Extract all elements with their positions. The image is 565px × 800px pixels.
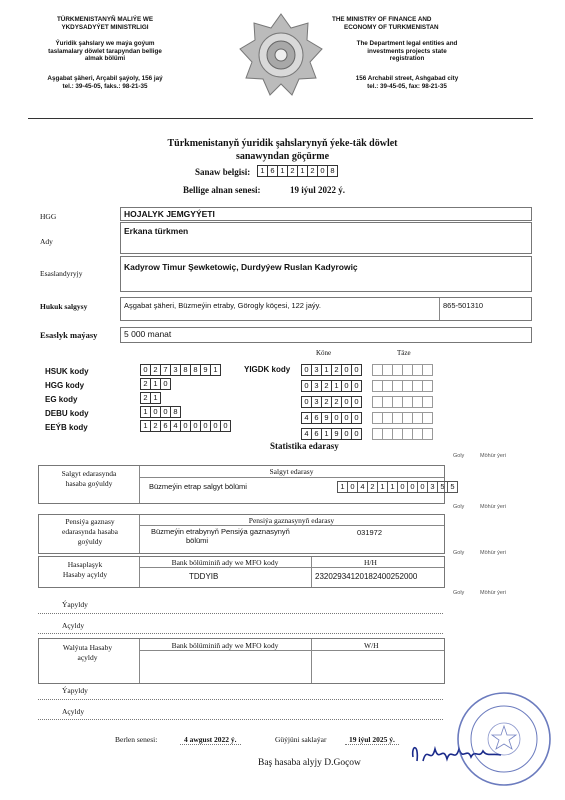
code-digit: 8 bbox=[190, 364, 201, 376]
left-subtitle bbox=[30, 40, 180, 64]
pensiya-code: 031972 bbox=[357, 528, 383, 537]
code-digit: 1 bbox=[150, 392, 161, 404]
right-addr-line: 156 Archabil street, Ashgabad city bbox=[355, 75, 459, 83]
code-digit: 1 bbox=[321, 428, 332, 440]
hgg-box bbox=[120, 207, 532, 221]
right-subtitle bbox=[332, 40, 482, 64]
code-digit: 9 bbox=[321, 412, 332, 424]
left-header bbox=[30, 16, 180, 91]
code-digit: 4 bbox=[301, 412, 312, 424]
code-digit: 9 bbox=[331, 428, 342, 440]
mohur-label: Möhür ýeri bbox=[480, 504, 506, 510]
mayasy-value: 5 000 manat bbox=[124, 329, 172, 339]
hukuk-box bbox=[120, 297, 532, 321]
code-digit: 0 bbox=[190, 420, 201, 432]
left-title-line: YKDYSADYÝET MINISTRLIGI bbox=[61, 23, 149, 31]
code-digit: 0 bbox=[220, 420, 231, 432]
yigdk-codes bbox=[301, 364, 432, 444]
left-sub-line: Ýuridik şahslary we maýa goýum bbox=[55, 39, 155, 47]
walyuta-left-line: açyldy bbox=[77, 652, 98, 662]
code-digit: 0 bbox=[341, 428, 352, 440]
code-labels bbox=[45, 365, 89, 435]
guyji-value: 19 iýul 2025 ý. bbox=[345, 735, 399, 745]
reg-date-label: Bellige alnan senesi: bbox=[183, 185, 261, 195]
code-digit: 0 bbox=[351, 380, 362, 392]
hsuk-code bbox=[140, 364, 220, 376]
salgyt-code bbox=[337, 481, 457, 493]
code-digit: 2 bbox=[140, 392, 151, 404]
code-digit: 0 bbox=[180, 420, 191, 432]
code-digit: 2 bbox=[321, 380, 332, 392]
esas-value: Kadyrow Timur Şewketowiç, Durdyýew Ruslan Kadyrowiç bbox=[124, 262, 358, 272]
code-digit: 1 bbox=[321, 364, 332, 376]
yigdk-row bbox=[301, 412, 432, 424]
code-digit: 0 bbox=[341, 396, 352, 408]
left-addr-line: Aşgabat şäheri, Arçabil şaýoly, 156 jaý bbox=[47, 75, 163, 83]
dotted-line bbox=[38, 613, 443, 614]
debu-code bbox=[140, 406, 180, 418]
code-digit: 0 bbox=[210, 420, 221, 432]
eeyb-label: EEÝB kody bbox=[45, 423, 88, 432]
code-digit: 0 bbox=[200, 420, 211, 432]
pensiya-section bbox=[38, 514, 445, 554]
code-digit: 0 bbox=[407, 481, 418, 493]
pensiya-left-line: goýuldy bbox=[77, 536, 103, 546]
pensiya-value bbox=[151, 527, 290, 545]
hasap-section bbox=[38, 556, 445, 588]
goly-label: Goly bbox=[453, 504, 465, 510]
pensiya-value-line: Büzmeýin etrabynyň Pensiýa gaznasynyň bbox=[151, 527, 290, 536]
right-title-line: ECONOMY OF TURKMENISTAN bbox=[344, 23, 439, 31]
code-digit: 6 bbox=[267, 165, 278, 177]
code-digit: 4 bbox=[170, 420, 181, 432]
empty-cell bbox=[422, 380, 433, 392]
hasap-left bbox=[45, 560, 125, 580]
reg-date-value: 19 iýul 2022 ý. bbox=[290, 185, 346, 195]
title-line: Türkmenistanyň ýuridik şahslarynyň ýeke-täk döwlet bbox=[167, 138, 398, 149]
hukuk-value: Aşgabat şäheri, Büzmeýin etraby, Görogly köçesi, 122 jaýy. bbox=[124, 301, 321, 310]
code-digit: 0 bbox=[331, 412, 342, 424]
code-digit: 0 bbox=[341, 412, 352, 424]
goly-label: Goly bbox=[453, 590, 465, 596]
walyuta-section bbox=[38, 638, 445, 684]
code-digit: 6 bbox=[160, 420, 171, 432]
right-address bbox=[332, 75, 482, 91]
wh-label: W/H bbox=[364, 641, 379, 650]
code-digit: 0 bbox=[397, 481, 408, 493]
hgg-code bbox=[140, 378, 170, 390]
code-digit: 0 bbox=[347, 481, 358, 493]
state-emblem bbox=[238, 12, 324, 98]
pensiya-left bbox=[45, 517, 135, 546]
divider bbox=[139, 525, 444, 526]
goly-label: Goly bbox=[453, 453, 465, 459]
berlen-label: Berlen senesi: bbox=[115, 735, 158, 744]
code-digit: 0 bbox=[301, 364, 312, 376]
right-sub-line: The Department legal entities and bbox=[356, 39, 458, 47]
code-digit: 4 bbox=[301, 428, 312, 440]
divider bbox=[139, 567, 444, 568]
title-line: sanawyndan göçürme bbox=[235, 151, 330, 162]
code-digit: 2 bbox=[307, 165, 318, 177]
hukuk-label: Hukuk salgysy bbox=[40, 302, 88, 311]
document-title bbox=[0, 137, 565, 163]
code-digit: 8 bbox=[170, 406, 181, 418]
right-title-line: THE MINISTRY OF FINANCE AND bbox=[332, 16, 432, 23]
code-digit: 1 bbox=[210, 364, 221, 376]
code-digit: 0 bbox=[341, 380, 352, 392]
code-digit: 3 bbox=[427, 481, 438, 493]
code-digit: 0 bbox=[160, 378, 171, 390]
code-digit: 0 bbox=[140, 364, 151, 376]
hsuk-label: HSUK kody bbox=[45, 367, 89, 376]
taze-label: Täze bbox=[397, 349, 411, 357]
code-digit: 2 bbox=[331, 364, 342, 376]
salgyt-head: Salgyt edarasy bbox=[269, 467, 314, 476]
kone-label: Köne bbox=[316, 349, 332, 357]
code-digit: 4 bbox=[357, 481, 368, 493]
code-digit: 3 bbox=[311, 364, 322, 376]
debu-label: DEBU kody bbox=[45, 409, 89, 418]
eeyb-code bbox=[140, 420, 230, 432]
code-digit: 6 bbox=[311, 428, 322, 440]
ady-label: Ady bbox=[40, 237, 53, 246]
divider bbox=[311, 639, 312, 683]
signer-name: Baş hasaba alyjy D.Goçow bbox=[258, 758, 361, 768]
hgg-value: HOJALYK JEMGYÝETI bbox=[124, 209, 215, 219]
salgyt-section bbox=[38, 465, 455, 504]
code-digit: 0 bbox=[351, 428, 362, 440]
pensiya-left-line: Pensiýa gaznasy bbox=[65, 517, 115, 526]
empty-cell bbox=[422, 412, 433, 424]
code-digit: 6 bbox=[311, 412, 322, 424]
salgyt-left-line: Salgyt edarasynda bbox=[61, 469, 117, 478]
yigdk-row bbox=[301, 396, 432, 408]
mohur-label: Möhür ýeri bbox=[480, 590, 506, 596]
code-digit: 2 bbox=[140, 378, 151, 390]
hukuk-divider bbox=[439, 298, 440, 320]
code-digit: 1 bbox=[277, 165, 288, 177]
salgyt-left bbox=[49, 469, 129, 489]
code-digit: 9 bbox=[200, 364, 211, 376]
left-title-line: TÜRKMENISTANYŇ MALIÝE WE bbox=[56, 16, 154, 23]
code-digit: 0 bbox=[341, 364, 352, 376]
code-digit: 0 bbox=[317, 165, 328, 177]
right-sub-line: registration bbox=[389, 55, 425, 63]
code-digit: 2 bbox=[367, 481, 378, 493]
code-digit: 1 bbox=[331, 380, 342, 392]
code-digit: 1 bbox=[337, 481, 348, 493]
left-title bbox=[30, 16, 180, 32]
code-digit: 3 bbox=[311, 380, 322, 392]
yapyldy-label: Ýapyldy bbox=[62, 600, 88, 609]
ady-box bbox=[120, 222, 532, 254]
code-digit: 3 bbox=[170, 364, 181, 376]
code-digit: 2 bbox=[150, 364, 161, 376]
left-sub-line: taslamalary döwlet tarapyndan bellige bbox=[48, 47, 162, 55]
code-digit: 2 bbox=[321, 396, 332, 408]
code-digit: 1 bbox=[140, 406, 151, 418]
left-sub-line: almak bölümi bbox=[84, 55, 126, 63]
code-digit: 0 bbox=[351, 412, 362, 424]
eg-code bbox=[140, 392, 160, 404]
ady-value: Erkana türkmen bbox=[124, 226, 189, 236]
code-digit: 1 bbox=[257, 165, 268, 177]
right-sub-line: investments projects state bbox=[367, 47, 447, 55]
code-digit: 7 bbox=[160, 364, 171, 376]
salgyt-left-line: hasaba goýuldy bbox=[65, 478, 113, 488]
bank-head: Bank bölüminiň ady we MFO kody bbox=[171, 558, 279, 567]
code-digit: 0 bbox=[351, 364, 362, 376]
code-digit: 2 bbox=[287, 165, 298, 177]
divider bbox=[139, 477, 444, 478]
mayasy-label: Esaslyk maýasy bbox=[40, 330, 98, 340]
walyuta-left bbox=[45, 643, 130, 663]
divider bbox=[139, 650, 444, 651]
code-digit: 5 bbox=[437, 481, 448, 493]
divider bbox=[311, 557, 312, 587]
code-digit: 0 bbox=[160, 406, 171, 418]
right-header bbox=[332, 16, 502, 91]
pensiya-value-line: bölümi bbox=[186, 536, 209, 545]
hh-value: 23202934120182400252000 bbox=[315, 572, 418, 581]
bank-head: Bank bölüminiň ady we MFO kody bbox=[171, 641, 279, 650]
code-digit: 8 bbox=[327, 165, 338, 177]
hh-label: H/H bbox=[364, 558, 377, 567]
code-digit: 0 bbox=[150, 406, 161, 418]
hasap-left-line: Hasaby açyldy bbox=[62, 569, 108, 579]
right-title bbox=[332, 16, 502, 32]
hgg-code-label: HGG kody bbox=[45, 381, 85, 390]
dotted-line bbox=[38, 699, 443, 700]
goly-label: Goly bbox=[453, 550, 465, 556]
code-digit: 2 bbox=[150, 420, 161, 432]
code-digit: 1 bbox=[140, 420, 151, 432]
empty-cell bbox=[422, 364, 433, 376]
left-addr-line: tel.: 39-45-05, faks.: 98-21-35 bbox=[62, 83, 148, 91]
official-stamp bbox=[455, 690, 553, 788]
code-digit: 1 bbox=[387, 481, 398, 493]
code-digit: 1 bbox=[377, 481, 388, 493]
berlen-value: 4 awgust 2022 ý. bbox=[180, 735, 241, 745]
sanaw-label: Sanaw belgisi: bbox=[195, 167, 251, 177]
code-digit: 8 bbox=[180, 364, 191, 376]
yigdk-row bbox=[301, 428, 432, 440]
mayasy-box bbox=[120, 327, 532, 343]
mohur-label: Möhür ýeri bbox=[480, 550, 506, 556]
sanaw-number bbox=[257, 165, 337, 177]
stats-title: Statistika edarasy bbox=[270, 441, 339, 451]
code-digit: 0 bbox=[417, 481, 428, 493]
mohur-label: Möhür ýeri bbox=[480, 453, 506, 459]
dotted-line bbox=[38, 633, 443, 634]
code-digit: 3 bbox=[311, 396, 322, 408]
esas-box bbox=[120, 256, 532, 292]
pensiya-left-line: edarasynda hasaba bbox=[61, 526, 118, 536]
hukuk-phone: 865-501310 bbox=[443, 301, 484, 310]
empty-cell bbox=[422, 396, 433, 408]
acyldy-label: Açyldy bbox=[62, 621, 85, 630]
walyuta-left-line: Walýuta Hasaby bbox=[62, 643, 113, 652]
yigdk-row bbox=[301, 364, 432, 376]
yigdk-label: YIGDK kody bbox=[244, 365, 291, 374]
hgg-label: HGG bbox=[40, 212, 57, 221]
code-digit: 5 bbox=[447, 481, 458, 493]
yapyldy-label: Ýapyldy bbox=[62, 686, 88, 695]
right-addr-line: tel.: 39-45-05, fax: 98-21-35 bbox=[367, 83, 447, 91]
header-divider bbox=[28, 118, 533, 119]
code-digit: 1 bbox=[297, 165, 308, 177]
pensiya-head: Pensiýa gaznasynyň edarasy bbox=[248, 516, 335, 525]
bank-value: TDDYIB bbox=[189, 572, 219, 581]
salgyt-value: Büzmeýin etrap salgyt bölümi bbox=[149, 482, 247, 491]
code-digit: 2 bbox=[331, 396, 342, 408]
code-digit: 1 bbox=[150, 378, 161, 390]
left-address bbox=[30, 75, 180, 91]
code-digit: 0 bbox=[301, 380, 312, 392]
yigdk-row bbox=[301, 380, 432, 392]
eg-label: EG kody bbox=[45, 395, 78, 404]
acyldy-label: Açyldy bbox=[62, 707, 85, 716]
empty-cell bbox=[422, 428, 433, 440]
code-digit: 0 bbox=[351, 396, 362, 408]
hasap-left-line: Hasaplaşyk bbox=[67, 560, 103, 569]
code-digit: 0 bbox=[301, 396, 312, 408]
esas-label: Esaslandyryjy bbox=[40, 269, 83, 278]
dotted-line bbox=[38, 719, 443, 720]
guyji-label: Güýjüni saklaýar bbox=[275, 735, 327, 744]
